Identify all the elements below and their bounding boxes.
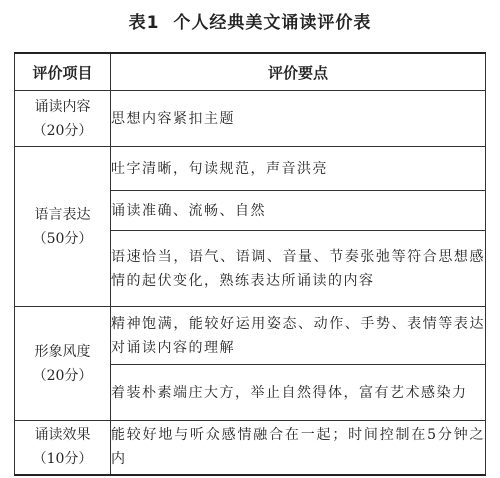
point-cell: 着装朴素端庄大方，举止自然得体，富有艺术感染力 <box>111 365 486 421</box>
item-score: （50分） <box>32 230 93 247</box>
point-cell: 诵读准确、流畅、自然 <box>111 191 486 231</box>
item-cell-image <box>15 307 111 421</box>
point-cell: 吐字清晰，句读规范，声音洪亮 <box>111 147 486 191</box>
table-row <box>15 91 486 147</box>
item-score: （10分） <box>32 451 93 468</box>
table-row <box>15 421 486 475</box>
item-score: （20分） <box>32 367 93 384</box>
item-name: 语言表达 <box>34 206 91 223</box>
evaluation-table <box>14 52 486 476</box>
table-header-row <box>15 53 486 91</box>
table-row <box>15 147 486 191</box>
item-cell-language <box>15 147 111 307</box>
header-points: 评价要点 <box>111 53 486 91</box>
table-title <box>0 8 500 33</box>
table-row <box>15 307 486 365</box>
item-score: （20分） <box>32 122 93 139</box>
item-name: 诵读内容 <box>34 98 91 115</box>
table-title-text: 个人经典美文诵读评价表 <box>173 13 372 33</box>
item-name: 形象风度 <box>34 343 91 360</box>
item-name: 诵读效果 <box>34 427 91 444</box>
point-cell: 能较好地与听众感情融合在一起；时间控制在5分钟之内 <box>111 421 486 475</box>
item-cell-content <box>15 91 111 147</box>
table-number: 表1 <box>128 13 160 33</box>
item-cell-effect <box>15 421 111 475</box>
point-cell: 思想内容紧扣主题 <box>111 91 486 147</box>
point-cell: 精神饱满，能较好运用姿态、动作、手势、表情等表达对诵读内容的理解 <box>111 307 486 365</box>
point-cell: 语速恰当，语气、语调、音量、节奏张弛等符合思想感情的起伏变化，熟练表达所诵读的内容 <box>111 231 486 307</box>
header-item: 评价项目 <box>15 53 111 91</box>
